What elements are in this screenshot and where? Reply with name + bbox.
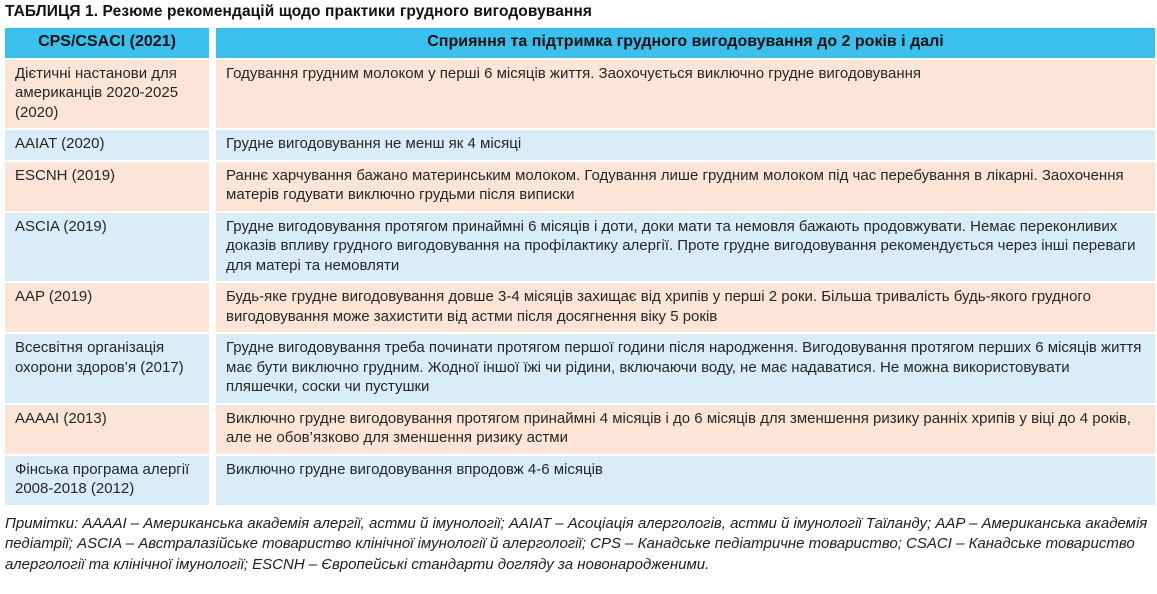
table-header [5,28,1155,58]
org-cell: Всесвітня організація охорони здоров’я (2017) [5,334,209,403]
column-header-recommendation: Сприяння та підтримка грудного вигодовування до 2 років і далі [216,28,1155,58]
recommendation-cell: Будь-яке грудне вигодовування довше 3-4 місяців захищає від хрипів у перші 2 роки. Більша тривалість будь-якого грудного вигодовування може захистити від астми після досягнення віку 5 років [216,283,1155,332]
org-cell: ESCNH (2019) [5,162,209,211]
recommendations-table [5,28,1155,505]
org-cell: AAIAT (2020) [5,130,209,160]
table-row [5,130,1155,160]
recommendation-cell: Виключно грудне вигодовування впродовж 4-6 місяців [216,456,1155,505]
table-footnote: Примітки: AAAAI – Американська академія алергії, астми й імунології; AAIAT – Асоціація алергологів, астми й імунології Таїланду; AAP – Американська академія педіатрії; ASCIA – Австралазійське товариство клінічної імунології й алергології; CPS – Канадське педіатричне товариство; CSACI – Канадське товариство алергології та клінічної імунології; ESCNH – Європейські стандарти догляду за новонародженими. [5,514,1148,574]
table-row [5,213,1155,282]
table-row [5,456,1155,505]
table-title: ТАБЛИЦЯ 1. Резюме рекомендацій щодо практики грудного вигодовування [5,3,593,20]
org-cell: Фінська програма алергії 2008-2018 (2012) [5,456,209,505]
table-row [5,283,1155,332]
recommendation-cell: Годування грудним молоком у перші 6 місяців життя. Заохочується виключно грудне вигодовування [216,60,1155,129]
recommendation-cell: Грудне вигодовування не менш як 4 місяці [216,130,1155,160]
recommendation-cell: Грудне вигодовування треба починати протягом першої години після народження. Вигодовування протягом перших 6 місяців життя має бути виключно грудним. Жодної іншої їжі чи рідини, включаючи воду, не має надаватися. Не можна використовувати пляшечки, соски чи пустушки [216,334,1155,403]
table-row [5,162,1155,211]
table-body [5,60,1155,505]
table-row [5,334,1155,403]
org-cell: AAP (2019) [5,283,209,332]
table-row [5,60,1155,129]
org-cell: AAAAI (2013) [5,405,209,454]
recommendation-cell: Раннє харчування бажано материнським молоком. Годування лише грудним молоком під час перебування в лікарні. Заохочення матерів годувати виключно грудьми після виписки [216,162,1155,211]
org-cell: ASCIA (2019) [5,213,209,282]
table-row [5,405,1155,454]
org-cell: Дієтичні настанови для американців 2020-2025 (2020) [5,60,209,129]
column-header-org: CPS/CSACI (2021) [5,28,209,58]
recommendation-cell: Виключно грудне вигодовування протягом принаймні 4 місяців і до 6 місяців для зменшення ризику ранніх хрипів у віці до 4 років, але не обов’язково для зменшення ризику астми [216,405,1155,454]
recommendation-cell: Грудне вигодовування протягом принаймні 6 місяців і доти, доки мати та немовля бажають продовжувати. Немає переконливих доказів впливу грудного вигодовування на профілактику алергії. Проте грудне вигодовування рекомендується через інші переваги для матері та немовляти [216,213,1155,282]
